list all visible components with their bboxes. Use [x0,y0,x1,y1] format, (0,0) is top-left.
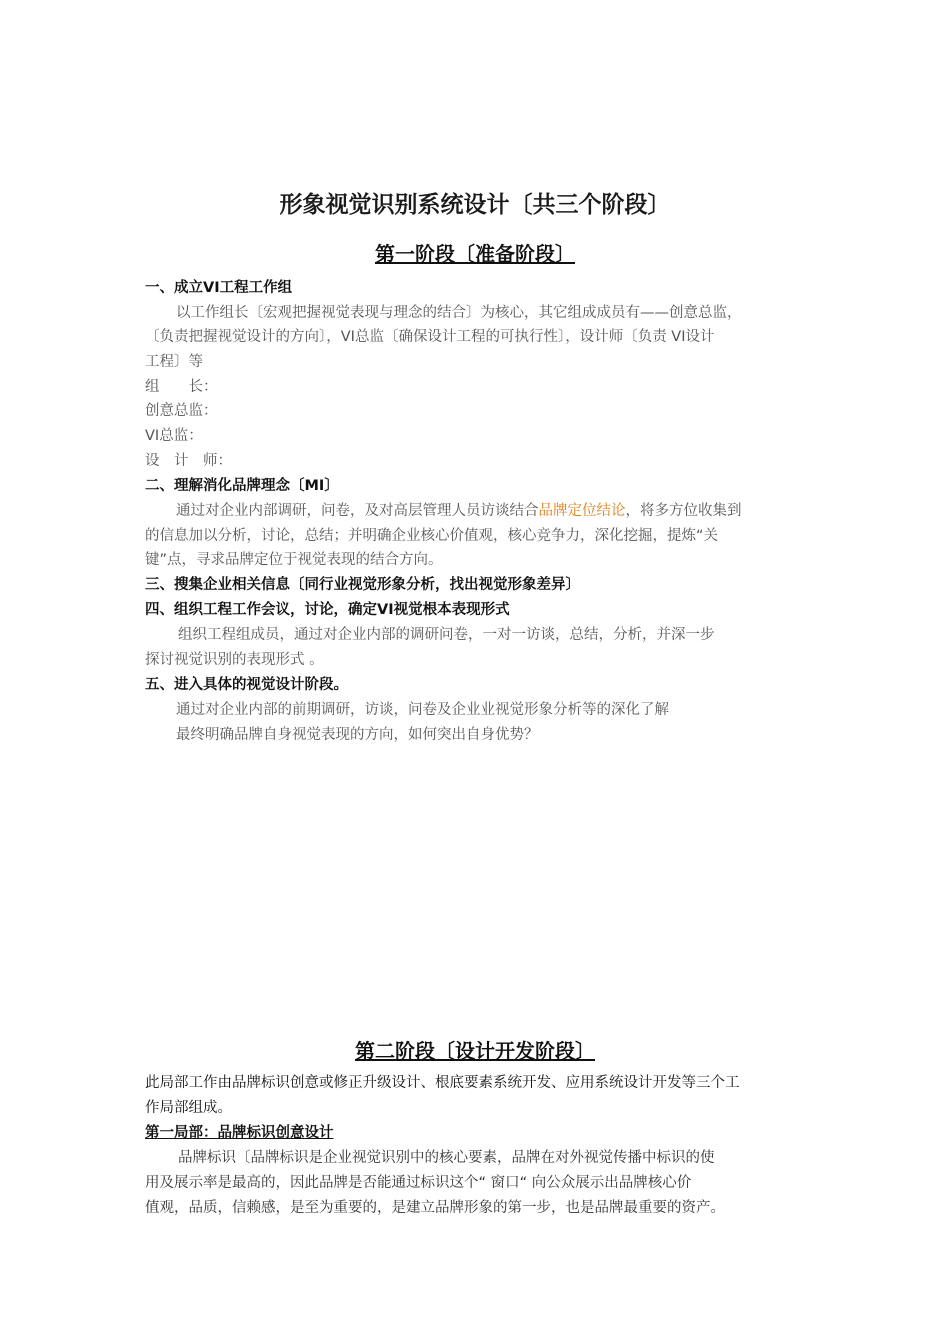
section2-paragraph-line1 [176,501,742,521]
stage2-intro-line2: 作局部组成。 [145,1100,232,1116]
section1-paragraph-line3: 工程〕等 [145,354,203,370]
role-creative-director-label: 创意总监： [145,403,218,419]
part1-paragraph-line3: 值观，品质，信赖感，是至为重要的，是建立品牌形象的第一步，也是品牌最重要的资产。 [145,1200,725,1216]
part1-paragraph-line1: 品牌标识〔品牌标识是企业视觉识别中的核心要素，品牌在对外视觉传播中标识的使 [178,1150,715,1166]
stage2-intro-line1: 此局部工作由品牌标识创意或修正升级设计、根底要素系统开发、应用系统设计开发等三个工 [145,1075,740,1091]
role-vi-director-label: VI总监： [145,428,203,444]
role-designer-label: 设 计 师： [145,453,232,469]
section1-heading: 一、成立VI工程工作组 [145,280,293,296]
section5-heading: 五、进入具体的视觉设计阶段。 [145,677,348,693]
section5-paragraph-line1: 通过对企业内部的前期调研，访谈，问卷及企业业视觉形象分析等的深化了解 [176,702,669,718]
section2-text-c: ，将多方位收集到 [625,503,742,519]
part1-paragraph-line2: 用及展示率是最高的，因此品牌是否能通过标识这个“ 窗口“ 向公众展示出品牌核心价 [145,1175,692,1191]
section2-text-a: 通过对企业内部调研，问卷，及对高层管理人员访谈结合 [176,503,539,519]
section2-paragraph-line3: 键”点，寻求品牌定位于视觉表现的结合方向。 [145,552,443,568]
stage1-title: 第一阶段〔准备阶段〕 [375,242,575,266]
section4-heading: 四、组织工程工作会议，讨论，确定VI视觉根本表现形式 [145,602,510,618]
section1-paragraph-line1: 以工作组长〔宏观把握视觉表现与理念的结合〕为核心，其它组成成员有——创意总监， [176,305,742,321]
part1-heading: 第一局部：品牌标识创意设计 [145,1125,334,1141]
section2-paragraph-line2: 的信息加以分析，讨论，总结；并明确企业核心价值观，核心竞争力，深化挖掘，提炼“关 [145,528,719,544]
stage2-title: 第二阶段〔设计开发阶段〕 [355,1039,595,1063]
section3-heading: 三、搜集企业相关信息〔同行业视觉形象分析，找出视觉形象差异〕 [145,577,580,593]
section4-paragraph-line1: 组织工程组成员，通过对企业内部的调研问卷，一对一访谈，总结，分析，并深一步 [178,627,715,643]
section1-paragraph-line2: 〔负责把握视觉设计的方向〕，VI总监〔确保设计工程的可执行性〕，设计师〔负责 VI设计 [145,329,715,345]
section2-heading: 二、理解消化品牌理念〔MI〕 [145,478,339,494]
brand-positioning-highlight: 品牌定位结论 [538,503,626,519]
section4-paragraph-line2: 探讨视觉识别的表现形式 。 [145,652,324,668]
section5-paragraph-line2: 最终明确品牌自身视觉表现的方向，如何突出自身优势？ [176,727,539,743]
role-leader-label: 组 长： [145,379,218,395]
document-title: 形象视觉识别系统设计〔共三个阶段〕 [279,192,671,218]
